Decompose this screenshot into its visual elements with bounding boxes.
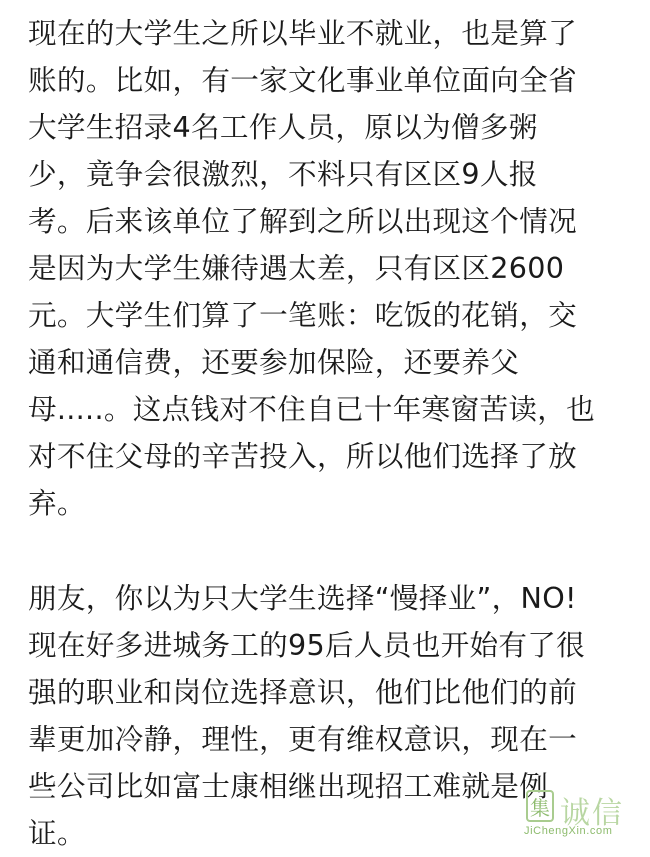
text-line: 是因为大学生嫌待遇太差，只有区区2600: [28, 251, 565, 285]
text-line: 元。大学生们算了一笔账：吃饭的花销，交: [28, 298, 577, 332]
text-line: 大学生招录4名工作人员，原以为僧多粥: [28, 110, 538, 144]
text-line: 强的职业和岗位选择意识，他们比他们的前: [28, 675, 577, 709]
watermark-logo: [520, 790, 638, 840]
paragraph-spacer: [28, 527, 628, 575]
text-line: 现在好多进城务工的95后人员也开始有了很: [28, 628, 586, 662]
watermark-box-char: 集: [530, 795, 550, 820]
watermark-url: JiChengXin.com: [524, 825, 613, 837]
text-line: 现在的大学生之所以毕业不就业，也是算了: [28, 16, 577, 50]
watermark-box-icon: [526, 790, 554, 822]
text-line: 账的。比如，有一家文化事业单位面向全省: [28, 63, 577, 97]
text-line: 辈更加冷静，理性，更有维权意识，现在一: [28, 722, 577, 756]
text-line: 弃。: [28, 486, 86, 520]
paragraph-1: [28, 10, 628, 527]
text-line: 证。: [28, 816, 86, 850]
text-line: 些公司比如富士康相继出现招工难就是例: [28, 769, 549, 803]
text-line: 母.....。这点钱对不住自已十年寒窗苦读，也: [28, 392, 596, 426]
text-line: 考。后来该单位了解到之所以出现这个情况: [28, 204, 577, 238]
text-line: 少，竟争会很激烈，不料只有区区9人报: [28, 157, 538, 191]
article-body: [28, 10, 628, 857]
text-line: 通和通信费，还要参加保险，还要养父: [28, 345, 520, 379]
text-line: 对不住父母的辛苦投入，所以他们选择了放: [28, 439, 577, 473]
text-line: 朋友，你以为只大学生选择“慢择业”，NO!: [28, 581, 577, 615]
watermark-chars: 诚信: [560, 796, 624, 831]
